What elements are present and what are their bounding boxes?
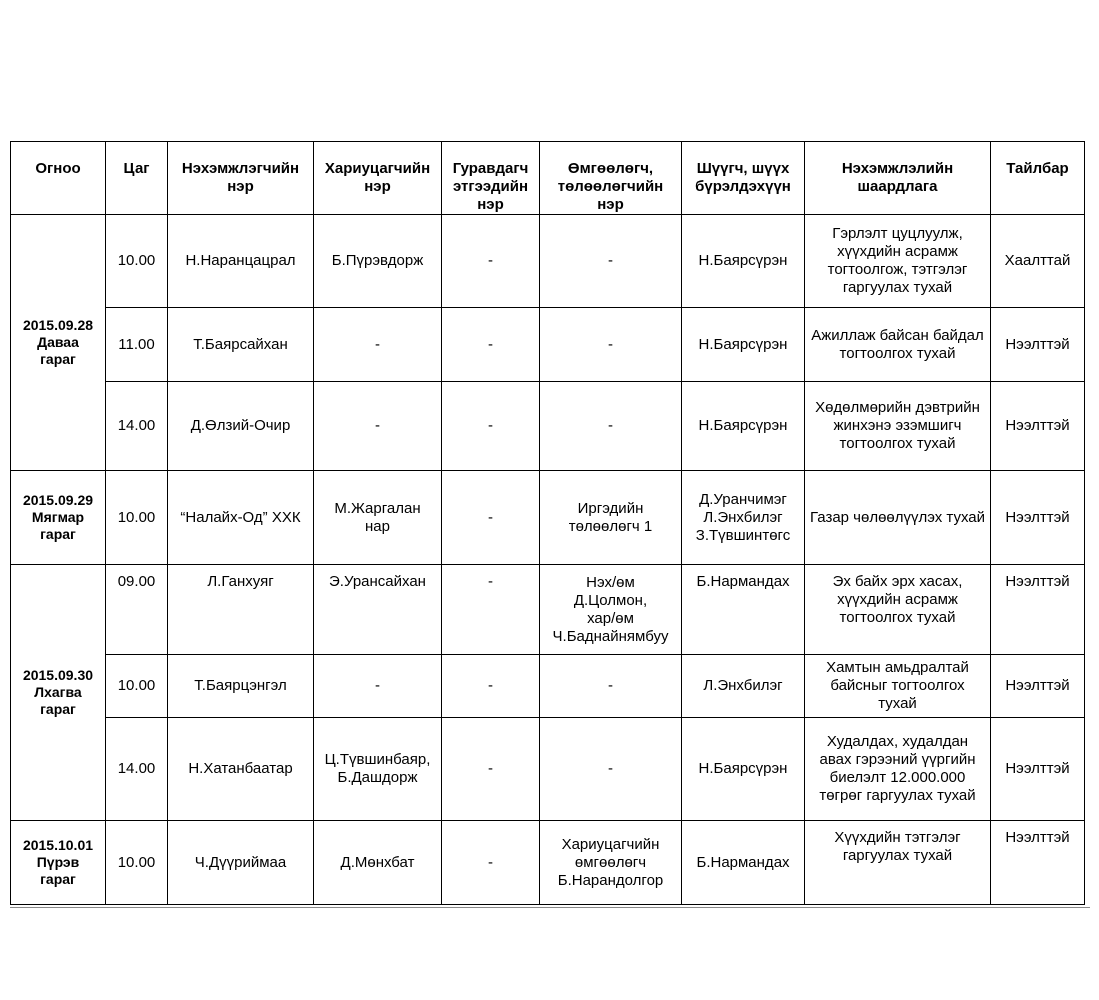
defendant-cell: Ц.Түвшинбаяр, Б.Дашдорж [314,718,442,821]
third-party-cell: - [442,821,540,905]
table-row [11,655,1085,718]
note-cell: Нээлттэй [991,655,1085,718]
representative-cell: Нэх/өм Д.Цолмон, хар/өм Ч.Баднайнямбуу [540,565,682,655]
third-party-cell: - [442,655,540,718]
third-party-cell: - [442,382,540,471]
defendant-cell: Д.Мөнхбат [314,821,442,905]
representative-cell: - [540,308,682,382]
plaintiff-cell: “Налайх-Од” ХХК [168,471,314,565]
judges-cell: Б.Нармандах [682,565,805,655]
note-cell: Нээлттэй [991,382,1085,471]
table-row [11,308,1085,382]
third-party-cell: - [442,565,540,655]
note-cell: Нээлттэй [991,565,1085,655]
note-cell: Хаалттай [991,215,1085,308]
header-row [11,142,1085,215]
judges-cell: Н.Баярсүрэн [682,308,805,382]
plaintiff-cell: Д.Өлзий-Очир [168,382,314,471]
judges-cell: Н.Баярсүрэн [682,215,805,308]
representative-cell: Иргэдийн төлөөлөгч 1 [540,471,682,565]
plaintiff-cell: Т.Баярсайхан [168,308,314,382]
claim-cell: Хөдөлмөрийн дэвтрийн жинхэнэ эзэмшигч тогтоолгох тухай [805,382,991,471]
header-judges: Шүүгч, шүүх бүрэлдэхүүн [682,142,805,215]
representative-cell: - [540,215,682,308]
representative-cell: - [540,382,682,471]
header-note: Тайлбар [991,142,1085,215]
table-row [11,821,1085,905]
note-cell: Нээлттэй [991,308,1085,382]
plaintiff-cell: Ч.Дүүриймаа [168,821,314,905]
plaintiff-cell: Т.Баярцэнгэл [168,655,314,718]
bottom-divider [10,907,1090,908]
judges-cell: Н.Баярсүрэн [682,382,805,471]
date-cell: 2015.09.28 Даваа гараг [11,215,106,471]
third-party-cell: - [442,471,540,565]
note-cell: Нээлттэй [991,471,1085,565]
court-schedule-table [10,141,1085,905]
time-cell: 10.00 [106,655,168,718]
judges-cell: Л.Энхбилэг [682,655,805,718]
claim-cell: Газар чөлөөлүүлэх тухай [805,471,991,565]
judges-cell: Н.Баярсүрэн [682,718,805,821]
time-cell: 10.00 [106,821,168,905]
representative-cell: Хариуцагчийн өмгөөлөгч Б.Нарандолгор [540,821,682,905]
plaintiff-cell: Н.Наранцацрал [168,215,314,308]
time-cell: 14.00 [106,382,168,471]
defendant-cell: М.Жаргалан нар [314,471,442,565]
table-row [11,382,1085,471]
representative-cell: - [540,718,682,821]
date-cell: 2015.09.29 Мягмар гараг [11,471,106,565]
header-claim: Нэхэмжлэлийн шаардлага [805,142,991,215]
defendant-cell: - [314,382,442,471]
claim-cell: Хамтын амьдралтай байсныг тогтоолгох тухай [805,655,991,718]
claim-cell: Гэрлэлт цуцлуулж, хүүхдийн асрамж тогтоолгож, тэтгэлэг гаргуулах тухай [805,215,991,308]
table-row [11,718,1085,821]
defendant-cell: Э.Урансайхан [314,565,442,655]
time-cell: 10.00 [106,215,168,308]
time-cell: 10.00 [106,471,168,565]
time-cell: 09.00 [106,565,168,655]
header-representative: Өмгөөлөгч, төлөөлөгчийн нэр [540,142,682,215]
plaintiff-cell: Л.Ганхуяг [168,565,314,655]
table-row [11,565,1085,655]
date-cell: 2015.10.01 Пүрэв гараг [11,821,106,905]
header-third-party: Гуравдагч этгээдийн нэр [442,142,540,215]
table-row [11,215,1085,308]
claim-cell: Хүүхдийн тэтгэлэг гаргуулах тухай [805,821,991,905]
defendant-cell: Б.Пүрэвдорж [314,215,442,308]
header-defendant: Хариуцагчийн нэр [314,142,442,215]
representative-cell: - [540,655,682,718]
judges-cell: Д.Уранчимэг Л.Энхбилэг З.Түвшинтөгс [682,471,805,565]
defendant-cell: - [314,308,442,382]
claim-cell: Эх байх эрх хасах, хүүхдийн асрамж тогтоолгох тухай [805,565,991,655]
third-party-cell: - [442,215,540,308]
defendant-cell: - [314,655,442,718]
table-row [11,471,1085,565]
time-cell: 11.00 [106,308,168,382]
note-cell: Нээлттэй [991,718,1085,821]
claim-cell: Худалдах, худалдан авах гэрээний үүргийн биелэлт 12.000.000 төгрөг гаргуулах тухай [805,718,991,821]
header-time: Цаг [106,142,168,215]
claim-cell: Ажиллаж байсан байдал тогтоолгох тухай [805,308,991,382]
third-party-cell: - [442,718,540,821]
header-plaintiff: Нэхэмжлэгчийн нэр [168,142,314,215]
header-date: Огноо [11,142,106,215]
note-cell: Нээлттэй [991,821,1085,905]
third-party-cell: - [442,308,540,382]
plaintiff-cell: Н.Хатанбаатар [168,718,314,821]
time-cell: 14.00 [106,718,168,821]
date-cell: 2015.09.30 Лхагва гараг [11,565,106,821]
judges-cell: Б.Нармандах [682,821,805,905]
